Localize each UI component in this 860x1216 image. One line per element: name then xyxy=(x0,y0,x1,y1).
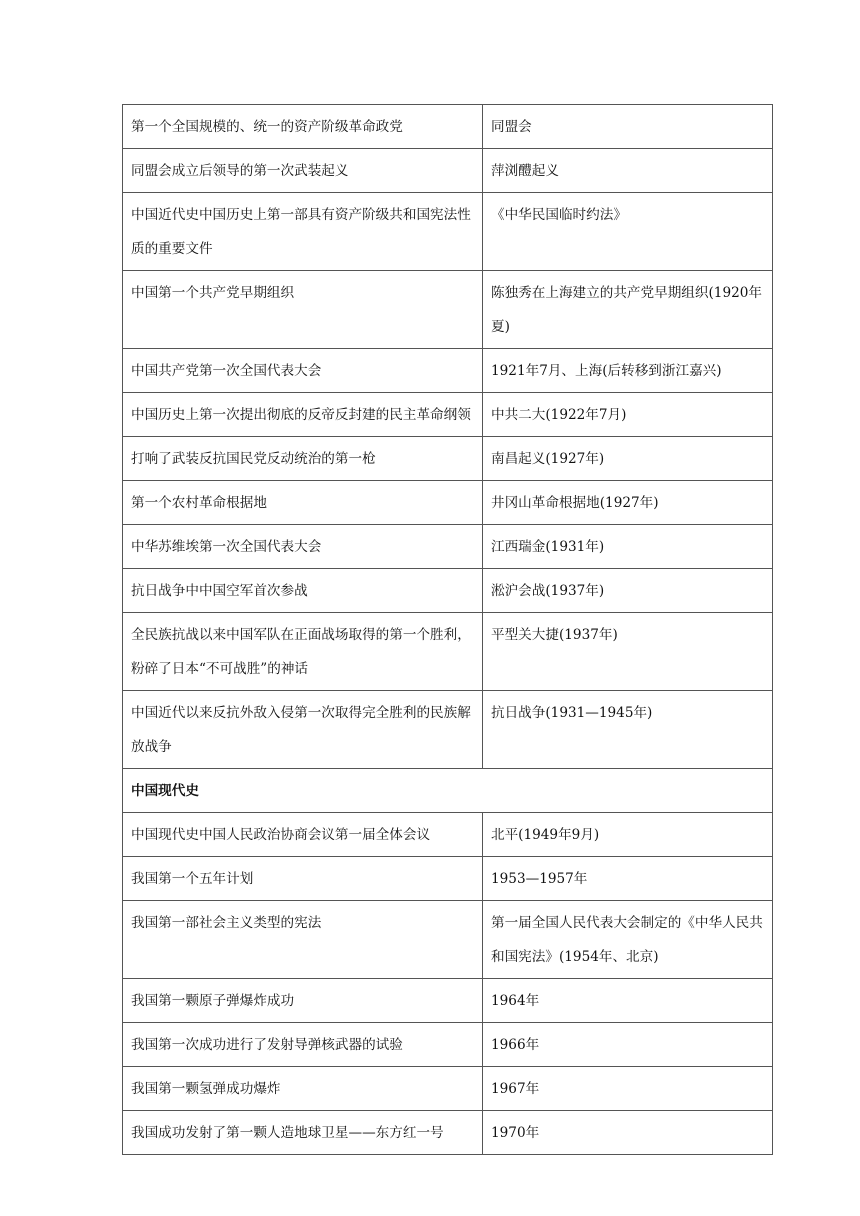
event-cell: 抗日战争中中国空军首次参战 xyxy=(123,569,483,613)
event-cell: 我国第一颗氢弹成功爆炸 xyxy=(123,1067,483,1111)
table-row xyxy=(123,813,773,857)
answer-cell: 1921年7月、上海(后转移到浙江嘉兴) xyxy=(483,349,773,393)
event-cell: 中国历史上第一次提出彻底的反帝反封建的民主革命纲领 xyxy=(123,393,483,437)
event-cell: 中华苏维埃第一次全国代表大会 xyxy=(123,525,483,569)
event-cell: 第一个全国规模的、统一的资产阶级革命政党 xyxy=(123,105,483,149)
event-cell: 同盟会成立后领导的第一次武装起义 xyxy=(123,149,483,193)
answer-cell: 第一届全国人民代表大会制定的《中华人民共和国宪法》(1954年、北京) xyxy=(483,901,773,979)
event-cell: 中国共产党第一次全国代表大会 xyxy=(123,349,483,393)
table-row xyxy=(123,349,773,393)
table-row xyxy=(123,437,773,481)
answer-cell: 1970年 xyxy=(483,1111,773,1155)
table-row xyxy=(123,613,773,691)
event-cell: 中国近代史中国历史上第一部具有资产阶级共和国宪法性质的重要文件 xyxy=(123,193,483,271)
section-header-row xyxy=(123,769,773,813)
table-row xyxy=(123,569,773,613)
event-cell: 我国第一部社会主义类型的宪法 xyxy=(123,901,483,979)
table-row xyxy=(123,149,773,193)
table-row xyxy=(123,979,773,1023)
answer-cell: 《中华民国临时约法》 xyxy=(483,193,773,271)
answer-cell: 井冈山革命根据地(1927年) xyxy=(483,481,773,525)
answer-cell: 同盟会 xyxy=(483,105,773,149)
event-cell: 中国近代以来反抗外敌入侵第一次取得完全胜利的民族解放战争 xyxy=(123,691,483,769)
table-row xyxy=(123,1067,773,1111)
event-cell: 我国第一颗原子弹爆炸成功 xyxy=(123,979,483,1023)
table-row xyxy=(123,481,773,525)
table-row xyxy=(123,525,773,569)
answer-cell: 中共二大(1922年7月) xyxy=(483,393,773,437)
table-row xyxy=(123,193,773,271)
event-cell: 我国第一个五年计划 xyxy=(123,857,483,901)
table-row xyxy=(123,901,773,979)
table-row xyxy=(123,393,773,437)
event-cell: 第一个农村革命根据地 xyxy=(123,481,483,525)
table-row xyxy=(123,691,773,769)
event-cell: 打响了武装反抗国民党反动统治的第一枪 xyxy=(123,437,483,481)
table-row xyxy=(123,1023,773,1067)
answer-cell: 1966年 xyxy=(483,1023,773,1067)
answer-cell: 1953—1957年 xyxy=(483,857,773,901)
table-row xyxy=(123,1111,773,1155)
answer-cell: 南昌起义(1927年) xyxy=(483,437,773,481)
answer-cell: 陈独秀在上海建立的共产党早期组织(1920年夏) xyxy=(483,271,773,349)
answer-cell: 抗日战争(1931—1945年) xyxy=(483,691,773,769)
answer-cell: 北平(1949年9月) xyxy=(483,813,773,857)
answer-cell: 江西瑞金(1931年) xyxy=(483,525,773,569)
event-cell: 我国成功发射了第一颗人造地球卫星——东方红一号 xyxy=(123,1111,483,1155)
table-row xyxy=(123,271,773,349)
table-row xyxy=(123,105,773,149)
table-row xyxy=(123,857,773,901)
history-firsts-table xyxy=(122,104,773,1155)
answer-cell: 平型关大捷(1937年) xyxy=(483,613,773,691)
event-cell: 全民族抗战以来中国军队在正面战场取得的第一个胜利，粉碎了日本“不可战胜”的神话 xyxy=(123,613,483,691)
event-cell: 中国现代史中国人民政治协商会议第一届全体会议 xyxy=(123,813,483,857)
answer-cell: 1964年 xyxy=(483,979,773,1023)
event-cell: 我国第一次成功进行了发射导弹核武器的试验 xyxy=(123,1023,483,1067)
answer-cell: 1967年 xyxy=(483,1067,773,1111)
event-cell: 中国第一个共产党早期组织 xyxy=(123,271,483,349)
section-title: 中国现代史 xyxy=(123,769,773,813)
answer-cell: 淞沪会战(1937年) xyxy=(483,569,773,613)
answer-cell: 萍浏醴起义 xyxy=(483,149,773,193)
